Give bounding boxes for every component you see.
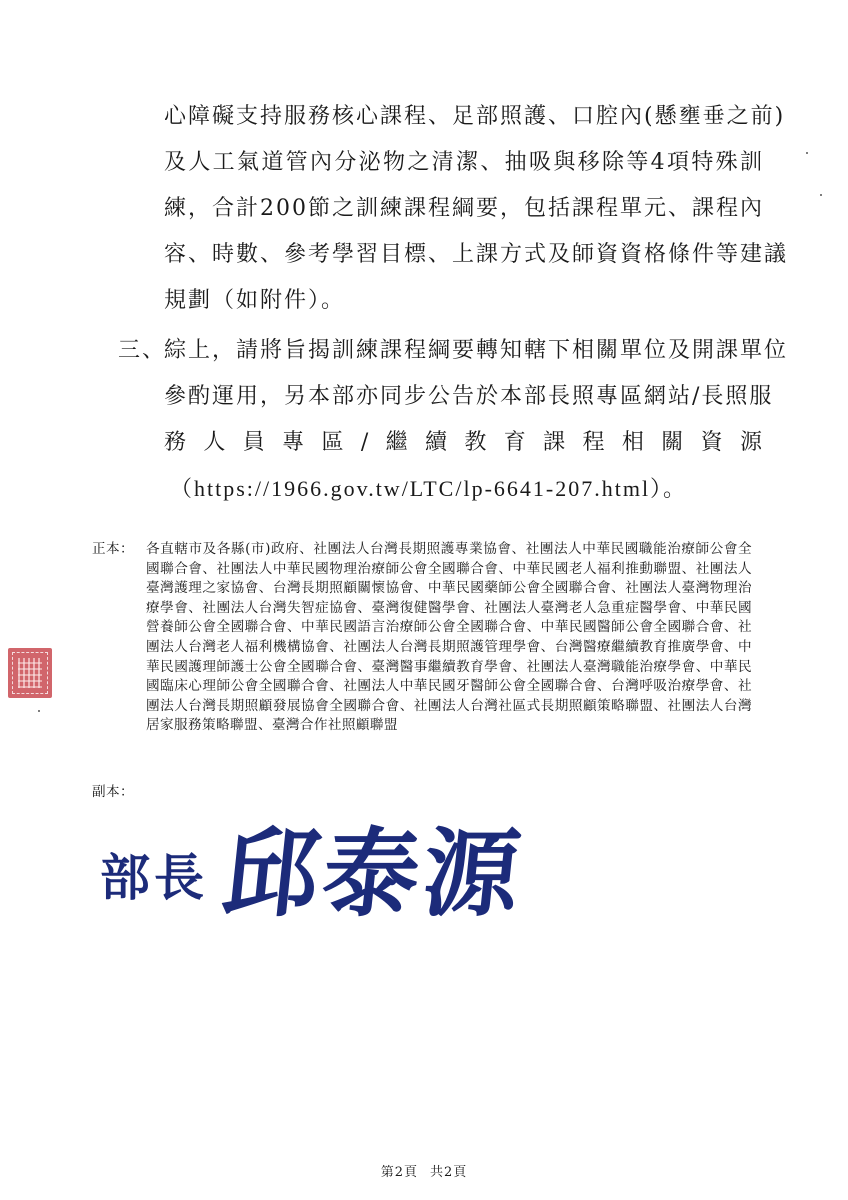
- body-line: 心障礙支持服務核心課程、足部照護、口腔內(懸壅垂之前): [164, 104, 786, 129]
- body-line: 綜上，請將旨揭訓練課程綱要轉知轄下相關單位及開課單位: [164, 338, 789, 363]
- body-line: 務人員專區/繼續教育課程相關資源: [164, 430, 764, 455]
- signature-title: 部長: [100, 848, 208, 907]
- body-line: 規劃（如附件）。: [164, 288, 346, 313]
- signature-name: 邱泰源: [217, 816, 530, 930]
- official-seal-stamp: [8, 648, 52, 698]
- body-line: 參酌運用，另本部亦同步公告於本部長照專區網站/長照服: [164, 384, 774, 409]
- recipients-list: 各直轄市及各縣(市)政府、社團法人台灣長期照護專業協會、社團法人中華民國職能治療師公會全國聯合會、社團法人中華民國物理治療師公會全國聯合會、中華民國老人福利推動聯盟、社團法人臺灣護理之家協會、台灣長期照顧關懷協會、中華民國藥師公會全國聯合會、社團法人臺灣物理治療學會、社團法人台灣失智症協會、臺灣復健醫學會、社團法人臺灣老人急重症醫學會、中華民國營養師公會全國聯合會、中華民國語言治療師公會全國聯合會、中華民國醫師公會全國聯合會、社團法人台灣老人福利機構協會、社團法人台灣長期照護管理學會、台灣醫療繼續教育推廣學會、中華民國護理師護士公會全國聯合會、臺灣醫事繼續教育學會、社團法人臺灣職能治療學會、中華民國臨床心理師公會全國聯合會、社團法人中華民國牙醫師公會全國聯合會、台灣呼吸治療學會、社團法人台灣長期照顧發展協會全國聯合會、社團法人台灣社區式長期照顧策略聯盟、社團法人台灣居家服務策略聯盟、臺灣合作社照顧聯盟: [146, 541, 752, 734]
- page-footer: [0, 1161, 848, 1180]
- recipients-label: 正本：: [92, 541, 134, 557]
- recipients-block: [92, 540, 752, 736]
- page-number: 第2頁: [380, 1165, 418, 1180]
- minister-signature: [100, 806, 530, 930]
- cc-label: 副本：: [92, 784, 134, 800]
- page-total: 共2頁: [430, 1165, 468, 1180]
- body-paragraph-continued: [164, 94, 789, 324]
- body-line: 練，合計200節之訓練課程綱要，包括課程單元、課程內: [164, 196, 764, 221]
- scan-speck: [38, 710, 40, 712]
- item-marker: 三、: [118, 338, 167, 363]
- url-line: （https://1966.gov.tw/LTC/lp-6641-207.html）。: [170, 476, 688, 501]
- scan-speck: [806, 152, 808, 154]
- body-line: 及人工氣道管內分泌物之清潔、抽吸與移除等4項特殊訓: [164, 150, 764, 175]
- scan-speck: [820, 194, 822, 196]
- item-three: [118, 328, 789, 512]
- body-line: 容、時數、參考學習目標、上課方式及師資資格條件等建議: [164, 242, 789, 267]
